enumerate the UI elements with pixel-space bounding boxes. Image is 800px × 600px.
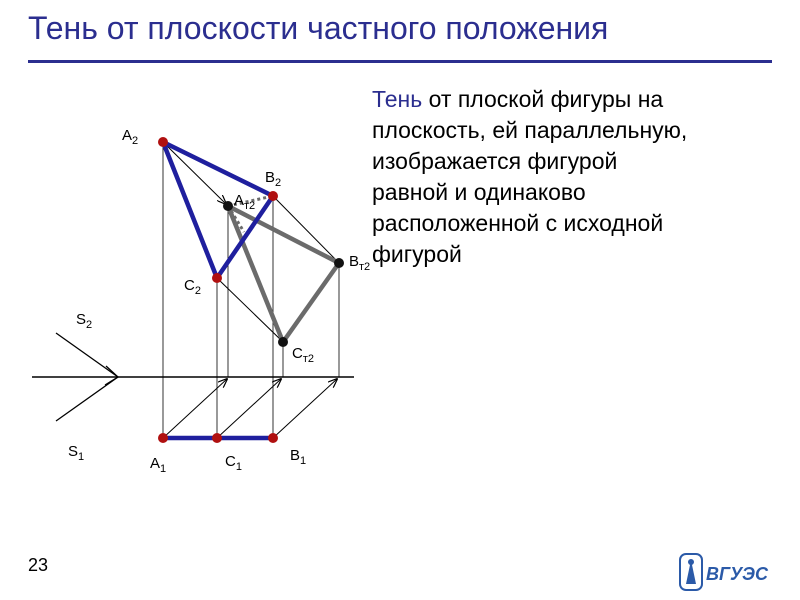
label-at2: $A_{т2}$ <box>234 192 256 212</box>
point-at2 <box>223 201 233 211</box>
ray-c1 <box>217 379 281 438</box>
body-rest: от плоской фигуры на плоскость, ей параллельную, изображается фигурой равной и одинаково расположенной с исходной фигурой <box>372 86 688 267</box>
label-s2: $S_2$ <box>76 311 93 331</box>
shadow-edge-bt-ct <box>283 263 339 342</box>
label-c1: $C_1$ <box>225 453 242 473</box>
point-a2 <box>158 137 168 147</box>
logo-emblem-icon <box>680 554 702 590</box>
slide-title: Тень от плоскости частного положения <box>28 10 609 46</box>
label-a1: $A_1$ <box>150 455 167 475</box>
university-logo <box>678 550 778 594</box>
point-b2 <box>268 191 278 201</box>
label-ct2: $C_{т2}$ <box>292 345 314 365</box>
light-direction-s1 <box>56 377 118 421</box>
page-number: 23 <box>28 555 49 575</box>
ray-b1 <box>273 379 337 438</box>
ray-a2 <box>163 142 226 204</box>
point-b1 <box>268 433 278 443</box>
label-bt2: $B_{т2}$ <box>349 253 371 273</box>
point-c2 <box>212 273 222 283</box>
label-b1: $B_1$ <box>290 447 307 467</box>
point-bt2 <box>334 258 344 268</box>
figure-frontal-triangle <box>163 142 273 278</box>
point-c1 <box>212 433 222 443</box>
body-highlight: Тень <box>372 86 423 112</box>
shadow-edge-ct-at <box>228 206 283 342</box>
label-c2: $C_2$ <box>184 277 201 297</box>
light-direction-s2 <box>56 333 118 377</box>
label-b2: $B_2$ <box>265 169 282 189</box>
ray-b2 <box>273 196 339 263</box>
logo-wordmark: ВГУЭС <box>706 564 768 584</box>
point-a1 <box>158 433 168 443</box>
label-s1: $S_1$ <box>68 443 85 463</box>
point-ct2 <box>278 337 288 347</box>
label-a2: $A_2$ <box>122 127 139 147</box>
